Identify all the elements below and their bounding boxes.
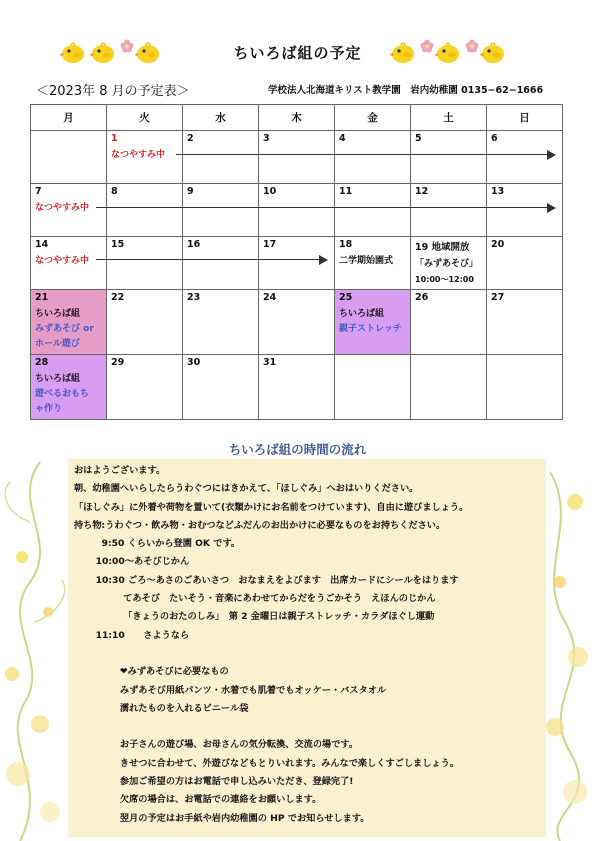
day-number: 16 [187,239,201,250]
chick-icon [435,40,461,64]
event-text: ちいろば組 [35,374,81,384]
calendar-day-cell [31,290,107,355]
calendar-day-cell [107,290,183,355]
flow-line: てあそび たいそう・音楽にあわせてからだをうごかそう えほんのじかん [74,593,436,605]
day-number: 10 [263,186,277,197]
day-number: 8 [111,186,118,197]
calendar-day-cell [335,237,411,290]
flower-icon [465,38,479,52]
flow-title: ちいろば組の時間の流れ [228,442,367,457]
flower-icon [420,38,434,52]
calendar-day-cell [411,237,487,290]
day-number: 27 [491,292,505,303]
day-number: 30 [187,357,201,368]
school-info: 学校法人北海道キリスト教学園 岩内幼稚園 0135−62−1666 [268,85,544,96]
calendar-day-cell [487,290,563,355]
calendar-day-cell [31,131,107,184]
chick-icon [390,40,416,64]
flow-line: 朝、幼稚園へいらしたらうわぐつにはきかえて、「ほしぐみ」へおはいりください。 [74,483,419,495]
calendar-week-row [31,355,563,420]
weekday-header-row [31,105,563,131]
arrow-week1 [176,150,556,160]
month-label: ＜2023年 8 月の予定表＞ [36,84,190,99]
event-text: ホール遊び [35,339,80,349]
day-number: 28 [35,357,49,368]
event-text: 二学期始園式 [339,256,394,266]
calendar-day-cell [259,290,335,355]
event-text: ゃ作り [35,404,63,414]
weekday-header: 土 [411,105,487,131]
flow-line: みずあそび用紙パンツ・水着でも肌着でもオッケー・バスタオル [74,684,387,696]
event-text: なつやすみ中 [35,203,90,213]
day-number: 4 [339,133,346,144]
calendar-day-cell [183,355,259,420]
chick-icon [480,40,506,64]
page-title: ちいろば組の予定 [233,44,362,62]
flow-line: 9:50 くらいから登園 OK です。 [74,538,241,550]
calendar-day-cell [183,290,259,355]
day-number: 25 [339,292,353,303]
flow-line [74,645,544,663]
day-number: 24 [263,292,277,303]
day-number: 23 [187,292,201,303]
day-number: 9 [187,186,194,197]
weekday-header: 月 [31,105,107,131]
day-number: 2 [187,133,194,144]
day-number: 15 [111,239,125,250]
calendar-day-cell [107,355,183,420]
calendar-day-cell [411,355,487,420]
calendar-day-cell [335,355,411,420]
flow-line: 「きょうのおたのしみ」 第 2 金曜日は親子ストレッチ・カラダほぐし運動 [74,611,435,623]
event-text: なつやすみ中 [111,150,166,160]
weekday-header: 水 [183,105,259,131]
flow-text [74,462,544,828]
floral-vine-left [0,462,78,841]
event-text: 「みずあそび」 [415,259,479,269]
event-text: なつやすみ中 [35,256,90,266]
calendar-day-cell [107,131,183,184]
calendar-day-cell [259,355,335,420]
flow-line: 濡れたものを入れるビニール袋 [74,702,249,714]
event-text: 10:00〜12:00 [415,275,474,284]
day-number: 20 [491,239,505,250]
day-number: 19 地域開放 [415,242,470,253]
flow-line: 「ほしぐみ」に外着や荷物を置いて(衣類かけにお名前をつけています)、自由に遊びましょう。 [74,501,469,513]
arrow-week2 [96,203,556,213]
flow-line: おはようございます。 [74,465,166,476]
day-number: 1 [111,133,118,144]
flow-line: 10:30 ごろ〜あさのごあいさつ おなまえをよびます 出席カードにシールをはります [74,574,459,586]
flow-line: ❤みずあそびに必要なもの [74,666,229,678]
day-number: 11 [339,186,353,197]
day-number: 12 [415,186,429,197]
weekday-header: 金 [335,105,411,131]
event-text: みずあそび or [35,324,94,334]
calendar-day-cell [487,237,563,290]
weekday-header: 日 [487,105,563,131]
day-number: 17 [263,239,277,250]
day-number: 22 [111,292,125,303]
flow-line: 10:00〜あそびじかん [74,556,190,568]
day-number: 29 [111,357,125,368]
day-number: 6 [491,133,498,144]
day-number: 5 [415,133,422,144]
day-number: 31 [263,357,277,368]
day-number: 18 [339,239,353,250]
day-number: 13 [491,186,505,197]
decoration-right [390,36,535,68]
flow-line [74,718,544,736]
flow-line: 11:10 さようなら [74,629,190,641]
calendar-day-cell [31,355,107,420]
calendar-day-cell [335,290,411,355]
page-header [0,36,595,70]
event-text: 親子ストレッチ [339,324,402,334]
weekday-header: 木 [259,105,335,131]
day-number: 26 [415,292,429,303]
calendar-day-cell [487,355,563,420]
calendar-day-cell [411,290,487,355]
flow-line: 翌月の予定はお手紙や岩内幼稚園の HP でお知らせします。 [74,812,370,824]
weekday-header: 火 [107,105,183,131]
day-number: 3 [263,133,270,144]
flow-line: 欠席の場合は、お電話での連絡をお願いします。 [74,794,322,806]
flow-line: きせつに合わせて、外遊びなどもとりいれます。みんなで楽しくすごしましょう。 [74,757,459,769]
flow-line: お子さんの遊び場、お母さんの気分転換、交流の場です。 [74,739,359,751]
flow-line: 参加ご希望の方はお電話で申し込みいただき、登録完了! [74,776,354,788]
event-text: 遊べるおもち [35,389,90,399]
day-number: 14 [35,239,49,250]
day-number: 7 [35,186,42,197]
day-number: 21 [35,292,49,303]
flow-line: 持ち物:うわぐつ・飲み物・おむつなどふだんのお出かけに必要なものをお持ちください。 [74,519,446,531]
event-text: ちいろば組 [339,309,385,319]
calendar-week-row [31,290,563,355]
arrow-week3 [96,255,328,265]
event-text: ちいろば組 [35,309,81,319]
